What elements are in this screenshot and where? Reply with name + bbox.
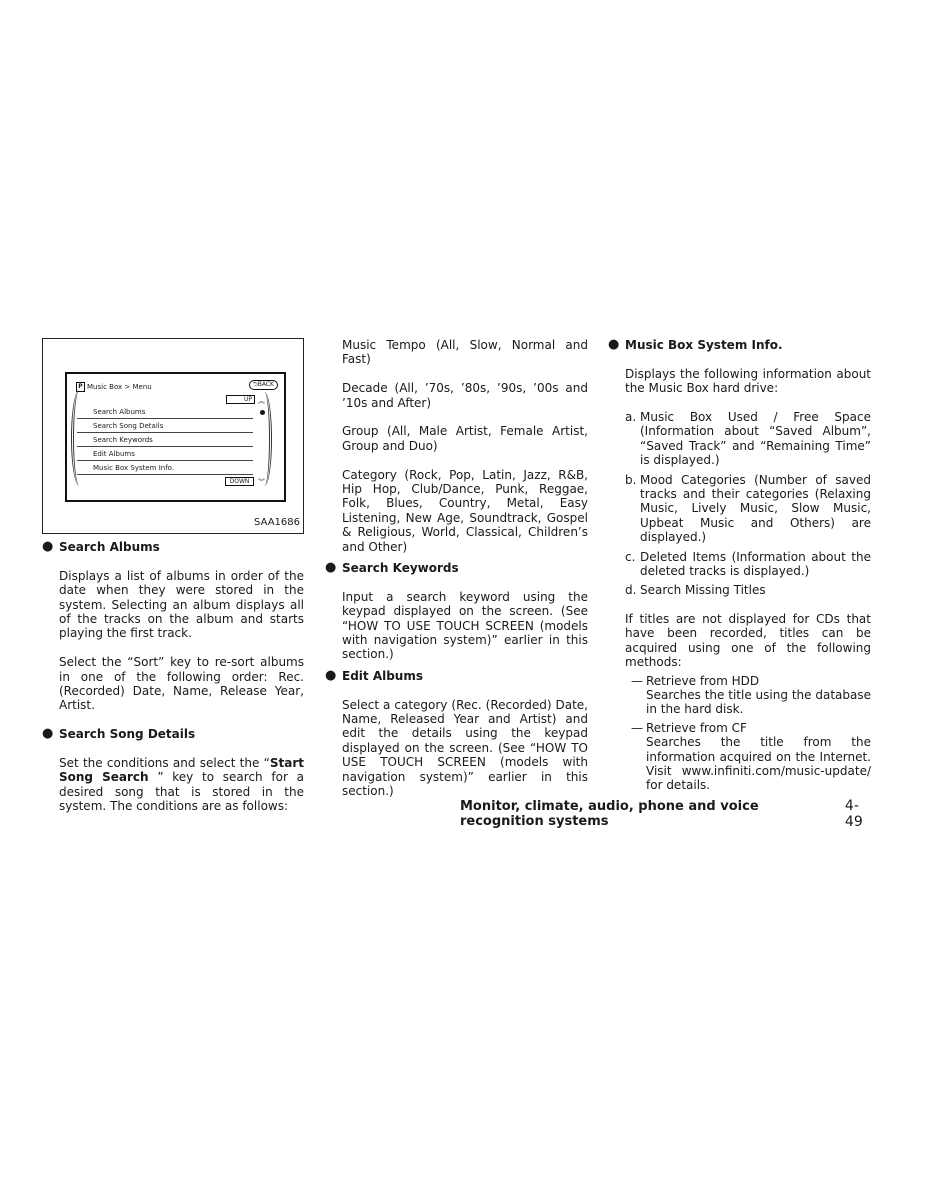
breadcrumb bbox=[76, 380, 152, 394]
menu-item-system-info: Music Box System Info. bbox=[77, 462, 253, 475]
back-button: ⮌BACK bbox=[249, 380, 278, 390]
start-song-search-key: Start Song Search bbox=[59, 756, 304, 785]
search-albums-heading bbox=[42, 540, 304, 554]
system-info-intro: Displays the following information about the Music Box hard drive: bbox=[625, 366, 871, 396]
breadcrumb-text: Music Box > Menu bbox=[87, 383, 152, 391]
menu-item-edit-albums: Edit Albums bbox=[77, 448, 253, 461]
heading-text: Search Albums bbox=[59, 540, 160, 554]
text-pre: Set the conditions and select the “ bbox=[59, 756, 270, 771]
method-body bbox=[646, 674, 871, 717]
menu-item-search-albums: Search Albums bbox=[77, 406, 253, 419]
list-letter: d. bbox=[625, 583, 637, 598]
list-text: Deleted Items (Information about the deleted tracks is displayed.) bbox=[640, 549, 871, 579]
chevron-up-icon: ︽ bbox=[258, 397, 265, 405]
search-song-heading bbox=[42, 727, 304, 741]
music-box-menu-figure bbox=[42, 338, 304, 534]
system-info-heading bbox=[608, 338, 871, 352]
list-letter: a. bbox=[625, 410, 637, 424]
condition-group: Group (All, Male Artist, Female Artist, Group and Duo) bbox=[342, 424, 588, 453]
column-3 bbox=[608, 338, 871, 793]
bullet-icon: ● bbox=[608, 337, 620, 352]
search-albums-p2: Select the “Sort” key to re-sort albums in one of the following order: Rec. (Recorded) Date, Name, Release Year, Artist. bbox=[59, 655, 304, 713]
list-item bbox=[625, 550, 871, 579]
condition-decade: Decade (All, ’70s, ’80s, ’90s, ’00s and ’10s and After) bbox=[342, 381, 588, 410]
method-item bbox=[631, 721, 871, 793]
list-item bbox=[625, 473, 871, 545]
menu-item-search-song-details: Search Song Details bbox=[77, 420, 253, 433]
bullet-icon: ● bbox=[42, 539, 54, 554]
list-letter: b. bbox=[625, 472, 637, 487]
selected-dot-icon bbox=[260, 410, 265, 415]
missing-titles-intro: If titles are not displayed for CDs that have been recorded, titles can be acquired using one of the following methods: bbox=[625, 611, 871, 670]
edit-albums-p1: Select a category (Rec. (Recorded) Date, Name, Released Year and Artist) and edit the details using the keypad displayed on the screen. (See “HOW TO USE TOUCH SCREEN (models with navigation system)” earlier in this section.) bbox=[342, 697, 588, 799]
dash: — bbox=[631, 673, 643, 688]
back-label: BACK bbox=[257, 381, 274, 388]
heading-text: Music Box System Info. bbox=[625, 338, 783, 352]
method-title: Retrieve from HDD bbox=[646, 673, 760, 688]
search-albums-p1: Displays a list of albums in order of the date when they were stored in the system. Selecting an album displays all of the tracks on the album and starts playing the first track. bbox=[59, 568, 304, 641]
bullet-icon: ● bbox=[325, 560, 337, 576]
screen-illustration bbox=[65, 372, 286, 502]
text-post: ” key to search for a desired song that is stored in the system. The conditions are as follows: bbox=[59, 770, 304, 814]
down-button: DOWN bbox=[225, 477, 254, 486]
method-desc: Searches the title using the database in the hard disk. bbox=[646, 687, 871, 717]
figure-code: SAA1686 bbox=[254, 516, 300, 528]
list-text: Mood Categories (Number of saved tracks and their categories (Relaxing Music, Lively Music, Slow Music, Upbeat Music and Others) are displayed.) bbox=[640, 472, 871, 545]
method-item bbox=[631, 674, 871, 717]
chevron-down-icon: ︾ bbox=[258, 478, 265, 486]
p-icon: P bbox=[76, 382, 85, 392]
list-text: Music Box Used / Free Space (Information about “Saved Album”, “Saved Track” and “Remaining Time” is displayed.) bbox=[640, 410, 871, 468]
edit-albums-heading bbox=[325, 669, 588, 683]
heading-text: Search Keywords bbox=[342, 561, 459, 576]
bullet-icon: ● bbox=[42, 726, 54, 742]
method-title: Retrieve from CF bbox=[646, 720, 747, 735]
condition-category: Category (Rock, Pop, Latin, Jazz, R&B, Hip Hop, Club/Dance, Punk, Reggae, Folk, Blues, Country, Metal, Easy Listening, New Age, Soundtrack, Gospel & Religious, World, Classical, Children’s and Other) bbox=[342, 467, 588, 554]
page-footer bbox=[460, 798, 871, 830]
heading-text: Edit Albums bbox=[342, 668, 423, 683]
section-title: Monitor, climate, audio, phone and voice recognition systems bbox=[460, 799, 759, 829]
search-keywords-heading bbox=[325, 561, 588, 575]
method-desc: Searches the title from the information acquired on the Internet. Visit www.infiniti.com/music-update/ for details. bbox=[646, 735, 871, 793]
list-item bbox=[625, 583, 871, 597]
column-2 bbox=[325, 338, 588, 813]
methods-list bbox=[608, 674, 871, 793]
list-item bbox=[625, 410, 871, 468]
menu-item-search-keywords: Search Keywords bbox=[77, 434, 253, 447]
heading-text: Search Song Details bbox=[59, 727, 196, 742]
condition-tempo: Music Tempo (All, Slow, Normal and Fast) bbox=[342, 338, 588, 367]
column-1 bbox=[42, 338, 304, 828]
method-body bbox=[646, 721, 871, 793]
bullet-icon: ● bbox=[325, 667, 337, 683]
search-song-p1 bbox=[42, 756, 304, 814]
dash: — bbox=[631, 720, 643, 735]
up-button: UP bbox=[226, 395, 255, 404]
page-number: 4-49 bbox=[844, 798, 863, 830]
info-list bbox=[608, 410, 871, 598]
search-keywords-p1: Input a search keyword using the keypad displayed on the screen. (See “HOW TO USE TOUCH SCREEN (models with navigation system)” earlier in this section.) bbox=[342, 589, 588, 662]
list-text: Search Missing Titles bbox=[640, 583, 766, 598]
list-letter: c. bbox=[625, 549, 636, 564]
